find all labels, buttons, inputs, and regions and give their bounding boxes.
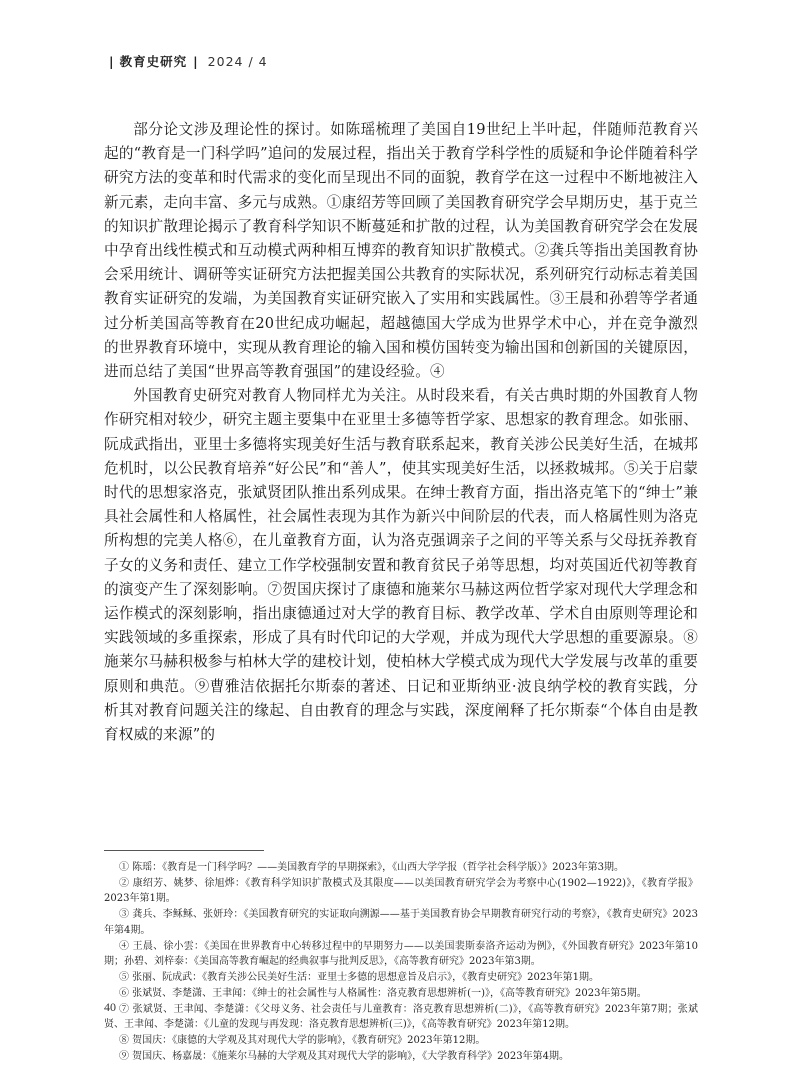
paragraph: 外国教育史研究对教育人物同样尤为关注。从时段来看，有关古典时期的外国教育人物作研究相对较少，研究主题主要集中在亚里士多德等哲学家、思想家的教育理念。如张丽、阮成武指出，亚里士多德将实现美好生活与教育联系起来，教育关涉公民美好生活，在城邦危机时，以公民教育培养“好公民”和“善人”，使其实现美好生活，以拯救城邦。⑤关于启蒙时代的思想家洛克，张斌贤团队推出系列成果。在绅士教育方面，指出洛克笔下的“绅士”兼具社会属性和人格属性，社会属性表现为其作为新兴中间阶层的代表，而人格属性则为洛克所构想的完美人格⑥，在儿童教育方面，认为洛克强调亲子之间的平等关系与父母抚养教育子女的义务和责任、建立工作学校强制安置和教育贫民子弟等思想，均对英国近代初等教育的演变产生了深刻影响。⑦贺国庆探讨了康德和施莱尔马赫这两位哲学家对现代大学理念和运作模式的深刻影响，指出康德通过对大学的教育目标、教学改革、学术自由原则等理论和实践领域的多重探索，形成了具有时代印记的大学观，并成为现代大学思想的重要源泉。⑧施莱尔马赫积极参与柏林大学的建校计划，使柏林大学模式成为现代大学发展与改革的重要原则和典范。⑨曹雅洁依据托尔斯泰的著述、日记和亚斯纳亚·波良纳学校的教育实践，分析其对教育问题关注的缘起、自由教育的理念与实践，深度阐释了托尔斯泰“个体自由是教育权威的来源”的 — [104, 387, 698, 744]
running-header — [109, 52, 709, 70]
footnote: ③ 龚兵、李稣稣、张妍玲：《美国教育研究的实证取向溯源——基于美国教育协会早期教育研究行动的考察》，《教育史研究》2023年第4期。 — [104, 909, 698, 936]
journal-title: 教育史研究 — [119, 54, 188, 69]
paragraph: 部分论文涉及理论性的探讨。如陈瑶梳理了美国自19世纪上半叶起，伴随师范教育兴起的“教育是一门科学吗”追问的发展过程，指出关于教育学科学性的质疑和争论伴随着科学研究方法的变革和时代需求的变化而呈现出不同的面貌，教育学在这一过程中不断地被注入新元素，走向丰富、多元与成熟。①康绍芳等回顾了美国教育研究学会早期历史，基于克兰的知识扩散理论揭示了教育科学知识不断蔓延和扩散的过程，认为美国教育研究学会在发展中孕育出线性模式和互动模式两种相互博弈的教育知识扩散模式。②龚兵等指出美国教育协会采用统计、调研等实证研究方法把握美国公共教育的实际状况，系列研究行动标志着美国教育实证研究的发端，为美国教育实证研究嵌入了实用和实践属性。③王晨和孙碧等学者通过分析美国高等教育在20世纪成功崛起，超越德国大学成为世界学术中心，并在竞争激烈的世界教育环境中，实现从教育理论的输入国和模仿国转变为输出国和创新国的关键原因，进而总结了美国“世界高等教育强国”的建设经验。④ — [104, 121, 698, 381]
footnote: ⑥ 张斌贤、李楚潇、王聿闻：《绅士的社会属性与人格属性：洛克教育思想辨析(一)》，《高等教育研究》2023年第5期。 — [119, 987, 647, 999]
issue-number: 2024 / 4 — [207, 53, 268, 69]
page-number: 40 — [104, 1000, 116, 1014]
body-text — [104, 118, 698, 747]
footnote: ④ 王晨、徐小雲：《美国在世界教育中心转移过程中的早期努力——以美国裴斯泰洛齐运动为例》，《外国教育研究》2023年第10期；孙碧、刘梓泰：《美国高等教育崛起的经典叙事与批判反思》，《高等教育研究》2023年第3期。 — [104, 940, 698, 967]
footnote: ⑨ 贺国庆、杨嘉晟：《施莱尔马赫的大学观及其对现代大学的影响》，《大学教育科学》2023年第4期。 — [119, 1050, 569, 1062]
footnote: ⑤ 张丽、阮成武：《教育关涉公民美好生活：亚里士多德的思想意旨及启示》，《教育史研究》2023年第1期。 — [119, 971, 599, 983]
footnote-divider — [104, 850, 264, 851]
footnotes — [104, 860, 698, 1065]
footnote: ② 康绍芳、姚梦、徐旭烨：《教育科学知识扩散模式及其限度——以美国教育研究学会为考察中心(1902—1922)》，《教育学报》2023年第1期。 — [104, 877, 698, 905]
footnote: ⑧ 贺国庆：《康德的大学观及其对现代大学的影响》，《教育研究》2023年第12期。 — [119, 1034, 486, 1046]
footnote: ⑦ 张斌贤、王聿闻、李楚潇：《父母义务、社会责任与儿童教育：洛克教育思想辨析(二)》，《高等教育研究》2023年第7期；张斌贤、王聿闻、李楚潇：《儿童的发现与再发现：洛克教育思想辨析(三)》，《高等教育研究》2023年第12期。 — [104, 1003, 698, 1031]
header-bar-left: | — [109, 53, 114, 69]
header-bar-right: | — [193, 53, 198, 69]
footnote: ① 陈瑶：《教育是一门科学吗？——美国教育学的早期探索》，《山西大学学报（哲学社会科学版）》2023年第3期。 — [119, 862, 624, 873]
